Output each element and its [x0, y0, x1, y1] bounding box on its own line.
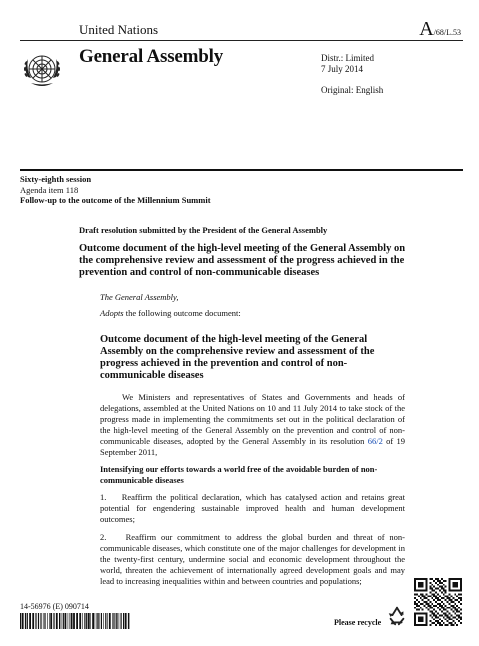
agenda-item: Agenda item 118 — [20, 184, 79, 195]
distribution: Distr.: Limited — [321, 53, 374, 63]
barcode-icon — [20, 613, 130, 629]
section-subheading: Intensifying our efforts towards a world free of the avoidable burden of non-communicable diseases — [100, 464, 378, 485]
draft-line: Draft resolution submitted by the President of the General Assembly — [79, 225, 328, 235]
session-block — [20, 174, 211, 206]
symbol-number: /68/L.53 — [433, 28, 461, 37]
un-emblem-icon — [20, 47, 64, 91]
general-assembly-preamble: The General Assembly, — [100, 292, 179, 302]
followup-line: Follow-up to the outcome of the Millennium Summit — [20, 195, 211, 205]
session-rule — [20, 169, 463, 171]
outcome-title-main: Outcome document of the high-level meeting of the General Assembly on the comprehensive review and assessment of the progress achieved in the prevention and control of non-communicable diseases — [79, 243, 406, 278]
symbol-letter: A — [419, 18, 434, 40]
original-language: Original: English — [321, 85, 384, 95]
adopts-line: Adopts the following outcome document: — [100, 308, 241, 318]
recycle-label: Please recycle — [334, 618, 382, 627]
body-title: General Assembly — [79, 46, 224, 67]
outcome-title-annex: Outcome document of the high-level meeting of the General Assembly on the comprehensive review and assessment of the progress achieved in the prevention and control of non-communicable diseases — [100, 334, 375, 381]
document-symbol — [419, 18, 461, 41]
document-code: 14-56976 (E) 090714 — [20, 602, 89, 611]
paragraph-1: 1. Reaffirm the political declaration, which has catalysed action and retains great potential for engendering sustainable improved health and human development outcomes; — [100, 492, 406, 524]
paragraph-2: 2. Reaffirm our commitment to address the global burden and threat of non-communicable diseases, which constitute one of the major challenges for development in the twenty-first century, undermine social and economic development throughout the world, threaten the achievement of internationally agreed development goals and may lead to increasing inequalities within and between countries and populations; — [100, 532, 405, 586]
issue-date: 7 July 2014 — [321, 64, 364, 74]
distribution-block — [321, 53, 374, 75]
recycle-icon — [386, 604, 408, 628]
header-rule — [20, 40, 463, 41]
qr-code-icon — [414, 578, 462, 626]
session-name: Sixty-eighth session — [20, 174, 92, 184]
preamble-paragraph: We Ministers and representatives of States and Governments and heads of delegations, assembled at the United Nations on 10 and 11 July 2014 to take stock of the progress made in implementing the commitments set out in the political declaration of the high-level meeting of the General Assembly on the prevention and control of non-communicable diseases, adopted by the General Assembly in its resolution 66/2 of 19 September 2011, — [100, 392, 405, 457]
org-name: United Nations — [79, 22, 159, 37]
resolution-link[interactable]: 66/2 — [367, 436, 383, 446]
